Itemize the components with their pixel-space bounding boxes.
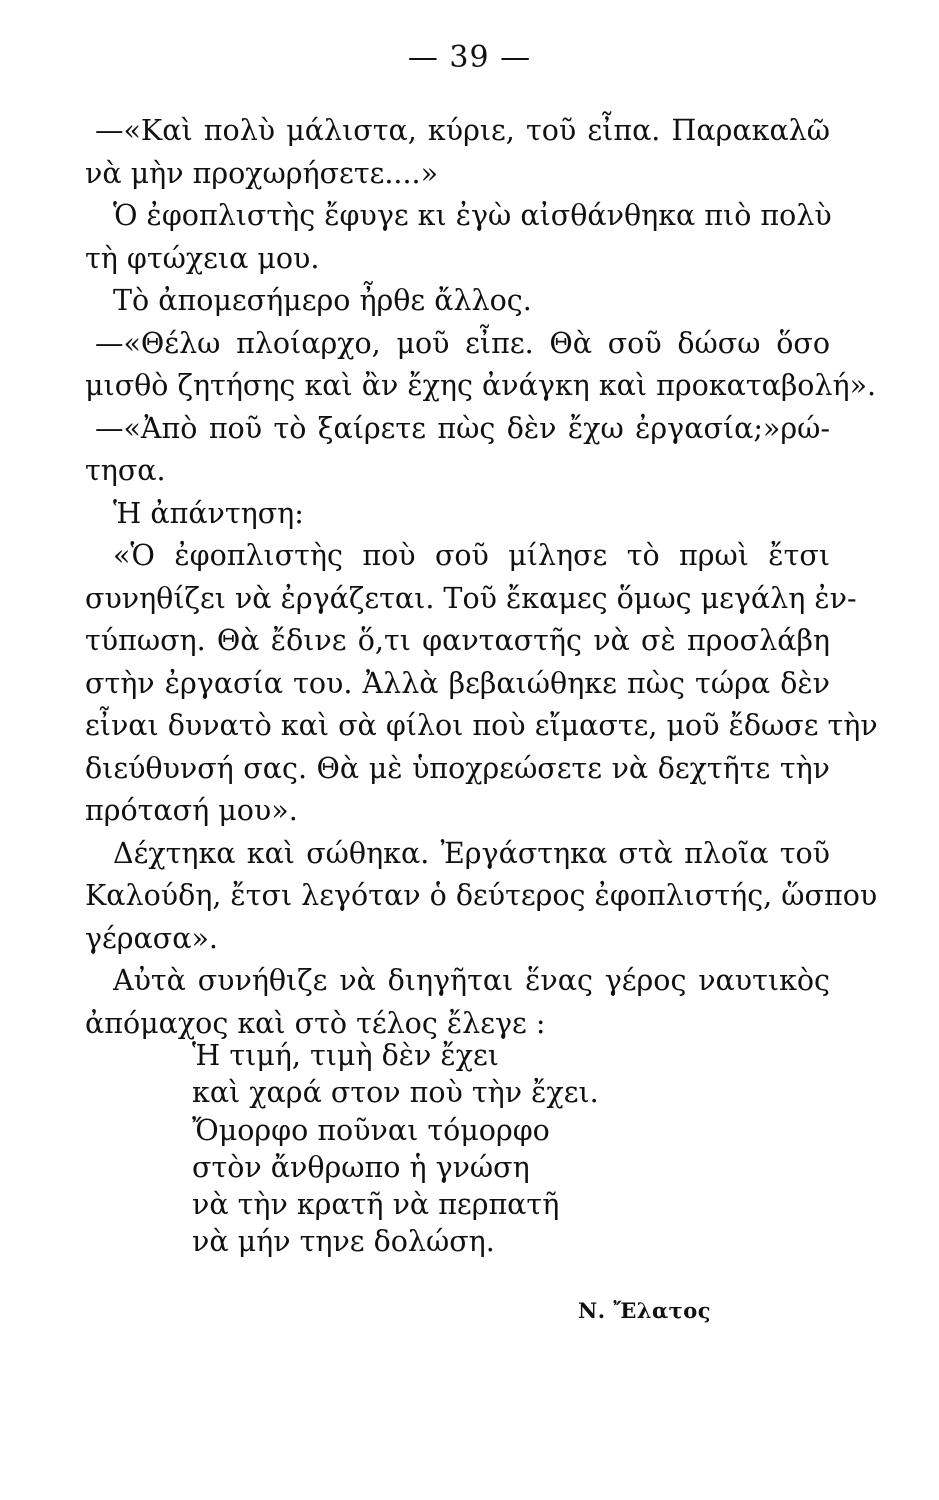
poem-line: Ἡ τιμή, τιμὴ δὲν ἔχει	[192, 1039, 499, 1072]
text-line: Ὁ ἐφοπλιστὴς ἔφυγε κι ἐγὼ αἰσθάνθηκα πιὸ πολὺ	[113, 199, 832, 232]
poem-line: Ὄμορφο ποῦναι τόμορφο	[192, 1113, 550, 1147]
text-line: Καλούδη, ἔτσι λεγόταν ὁ δεύτερος ἐφοπλιστής, ὥσπου	[85, 879, 878, 912]
poem-line: νὰ τὴν κρατῆ νὰ περπατῆ	[192, 1188, 560, 1222]
text-line: τύπωση. Θὰ ἔδινε ὅ,τι φανταστῆς νὰ σὲ προσλάβη	[85, 624, 830, 657]
text-line: Ἡ ἀπάντηση:	[113, 496, 304, 530]
text-line: νὰ μὴν προχωρήσετε....»	[85, 156, 439, 190]
text-line: Τὸ ἀπομεσήμερο ἦρθε ἄλλος.	[113, 284, 532, 317]
poem	[192, 1037, 692, 1261]
body-text	[85, 110, 878, 1045]
text-line: συνηθίζει νὰ ἐργάζεται. Τοῦ ἔκαμες ὅμως μεγάλη ἐν-	[85, 581, 857, 615]
text-line: ἀπόμαχος καὶ στὸ τέλος ἔλεγε :	[85, 1006, 546, 1040]
poem-line: νὰ μήν τηνε δολώση.	[192, 1225, 495, 1259]
poem-line: καὶ χαρά στον ποὺ τὴν ἔχει.	[192, 1076, 599, 1110]
text-line: μισθὸ ζητήσης καὶ ἂν ἔχης ἀνάγκη καὶ προκαταβολή».	[85, 369, 877, 402]
text-line: —«Καὶ πολὺ μάλιστα, κύριε, τοῦ εἶπα. Παρακαλῶ	[95, 114, 830, 147]
text-line: —«Ἀπὸ ποῦ τὸ ξαίρετε πὼς δὲν ἔχω ἐργασία;»ρώ-	[95, 411, 830, 445]
poem-line: στὸν ἄνθρωπο ἡ γνώση	[192, 1150, 530, 1184]
text-line: Αὐτὰ συνήθιζε νὰ διηγῆται ἕνας γέρος ναυτικὸς	[113, 964, 830, 997]
page-number: — 39 —	[407, 40, 532, 75]
text-line: τὴ φτώχεια μου.	[85, 241, 320, 275]
text-line: πρότασή μου».	[85, 794, 298, 827]
text-line: εἶναι δυνατὸ καὶ σὰ φίλοι ποὺ εἴμαστε, μοῦ ἔδωσε τὴν	[85, 709, 878, 742]
text-line: —«Θέλω πλοίαρχο, μοῦ εἶπε. Θὰ σοῦ δώσω ὅσο	[95, 326, 830, 360]
author-signature: Ν. Ἔλατος	[578, 1298, 712, 1323]
text-line: «Ὁ ἐφοπλιστὴς ποὺ σοῦ μίλησε τὸ πρωὶ ἔτσι	[113, 539, 830, 572]
text-line: τησα.	[85, 454, 166, 487]
text-line: διεύθυνσή σας. Θὰ μὲ ὑποχρεώσετε νὰ δεχτῆτε τὴν	[85, 751, 830, 785]
text-line: στὴν ἐργασία του. Ἀλλὰ βεβαιώθηκε πὼς τώρα δὲν	[85, 666, 830, 700]
text-line: Δέχτηκα καὶ σώθηκα. Ἐργάστηκα στὰ πλοῖα τοῦ	[113, 836, 830, 870]
text-line: γέρασα».	[85, 921, 218, 955]
